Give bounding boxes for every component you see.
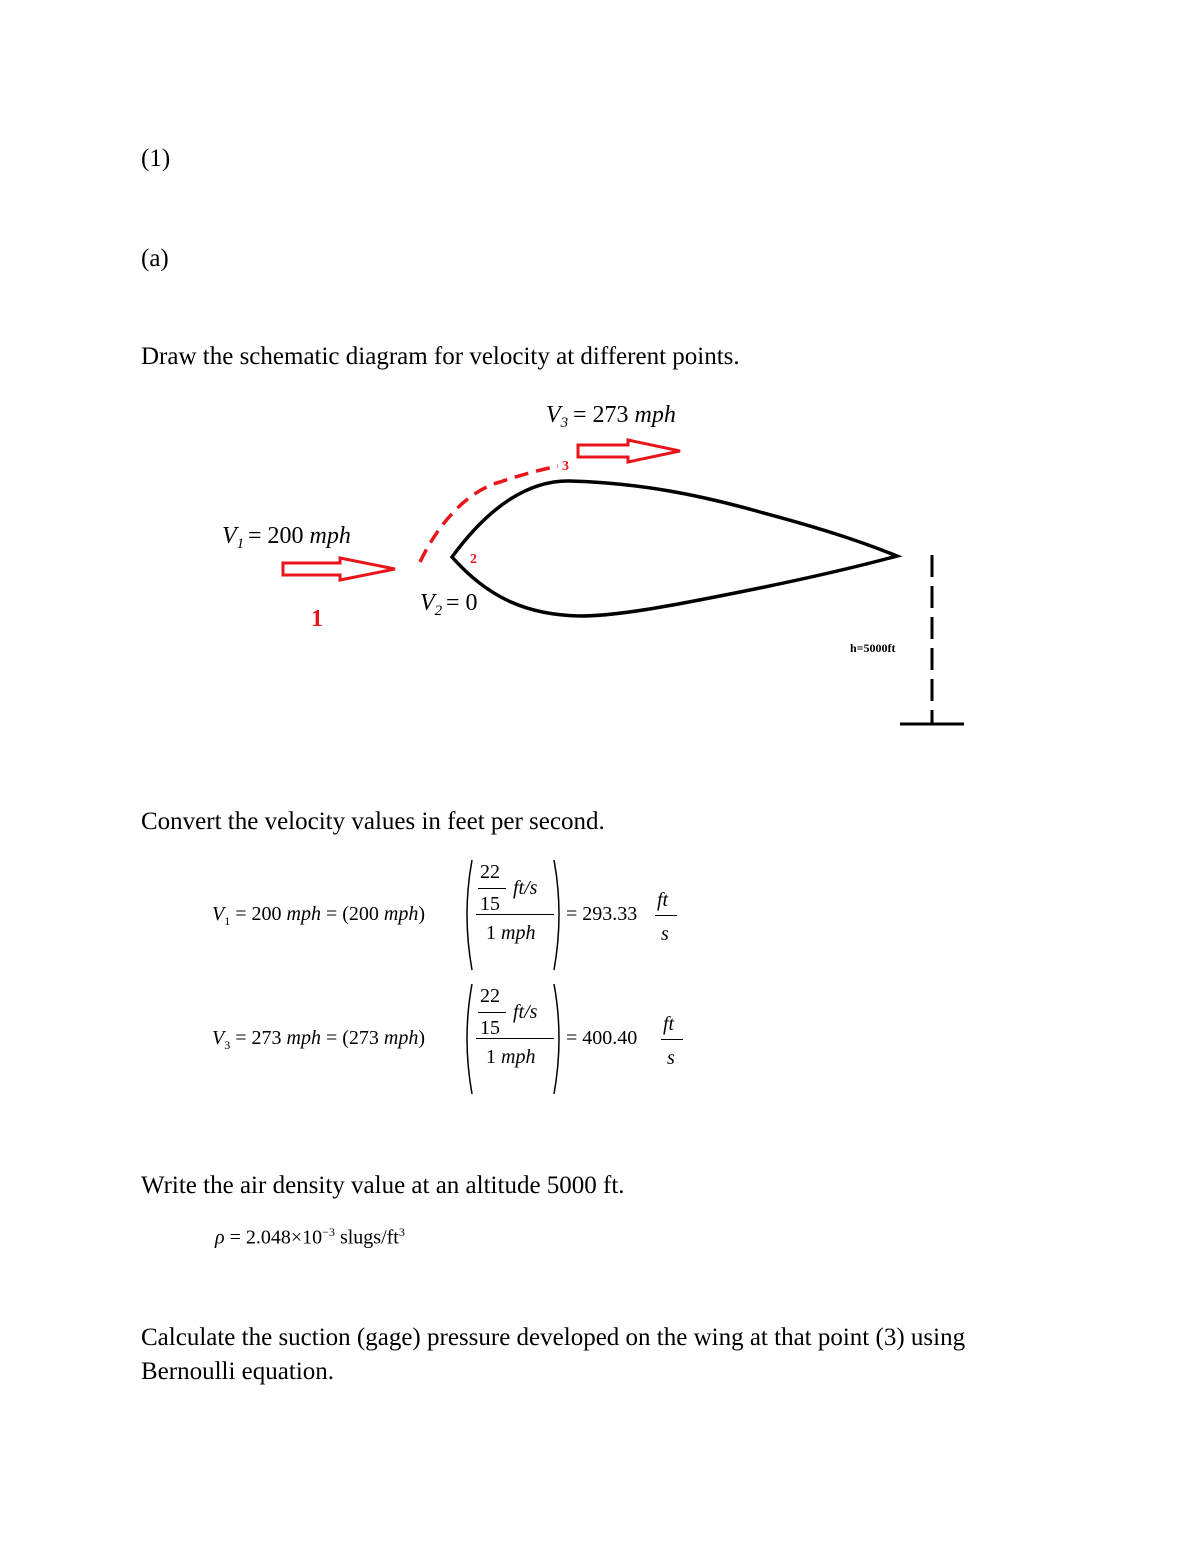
airfoil-shape [452, 481, 897, 616]
v3-label: $V_3$ [546, 402, 569, 431]
point-1-label: 1 [311, 606, 323, 632]
v1-arrow [283, 558, 395, 580]
v3-value: = 273 mph [573, 402, 676, 428]
bracket-eq2 [460, 982, 570, 1097]
v1-value: = 200 mph [248, 523, 351, 549]
point-2-label: 2 [470, 552, 477, 567]
v1-label: $V_1$ [222, 523, 245, 552]
part-number: (1) [141, 145, 171, 172]
instruction-convert: Convert the velocity values in feet per second. [141, 808, 605, 835]
v2-label: $V_2$ [420, 590, 443, 619]
instruction-calculate-line1: Calculate the suction (gage) pressure developed on the wing at that point (3) using [141, 1324, 966, 1351]
v3-arrow [578, 440, 680, 462]
instruction-calculate-line2: Bernoulli equation. [141, 1358, 335, 1385]
airfoil-diagram [0, 390, 1200, 740]
altitude-label: h=5000ft [850, 641, 896, 655]
instruction-draw: Draw the schematic diagram for velocity at different points. [141, 343, 740, 370]
point-3-label: 3 [562, 459, 569, 474]
instruction-density: Write the air density value at an altitude 5000 ft. [141, 1172, 625, 1199]
v2-value: = 0 [446, 590, 478, 616]
bracket-eq1 [460, 858, 570, 973]
part-letter: (a) [141, 245, 169, 272]
density-equation: $\rho = 2.048\times 10^{-3}$ slugs/$ft^3$ [215, 1225, 405, 1249]
